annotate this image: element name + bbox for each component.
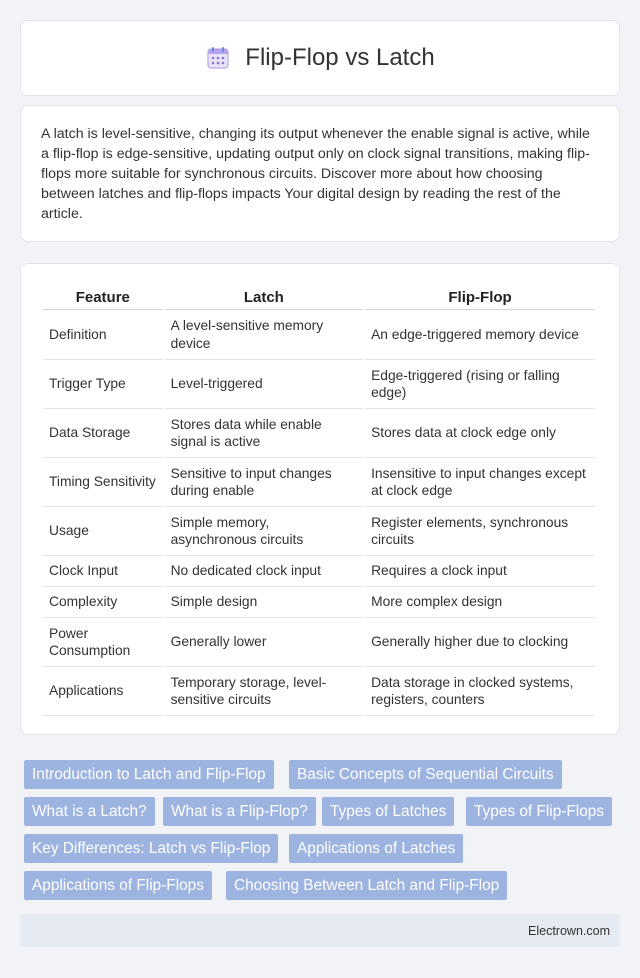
table-row	[43, 618, 595, 667]
tag-types-of-latches[interactable]: Types of Latches	[322, 797, 454, 826]
column-header-feature: Feature	[43, 286, 163, 310]
feature-cell: Trigger Type	[43, 360, 163, 409]
feature-cell: Data Storage	[43, 409, 163, 458]
flip-flop-cell: Generally higher due to clocking	[365, 618, 595, 667]
table-row	[43, 556, 595, 587]
latch-cell: Sensitive to input changes during enable	[165, 458, 363, 507]
table-header-row	[43, 286, 595, 310]
latch-cell: Temporary storage, level-sensitive circuits	[165, 667, 363, 716]
feature-cell: Usage	[43, 507, 163, 556]
intro-text: A latch is level-sensitive, changing its output whenever the enable signal is active, while a flip-flop is edge-sensitive, updating output only on clock signal transitions, making flip-flops more suitable for synchronous circuits. Discover more about how choosing between latches and flip-flops impacts Your digital design by reading the rest of the article.	[41, 126, 590, 222]
table-row	[43, 587, 595, 618]
feature-cell: Timing Sensitivity	[43, 458, 163, 507]
feature-cell: Complexity	[43, 587, 163, 618]
flip-flop-cell: More complex design	[365, 587, 595, 618]
latch-cell: No dedicated clock input	[165, 556, 363, 587]
feature-cell: Clock Input	[43, 556, 163, 587]
flip-flop-cell: An edge-triggered memory device	[365, 310, 595, 360]
latch-cell: Simple design	[165, 587, 363, 618]
table-row	[43, 409, 595, 458]
tag-introduction[interactable]: Introduction to Latch and Flip-Flop	[24, 760, 274, 789]
page-title: Flip-Flop vs Latch	[245, 44, 435, 71]
tag-what-is-flip-flop[interactable]: What is a Flip-Flop?	[163, 797, 316, 826]
flip-flop-cell: Stores data at clock edge only	[365, 409, 595, 458]
latch-cell: Simple memory, asynchronous circuits	[165, 507, 363, 556]
comparison-table-card	[20, 263, 620, 735]
flip-flop-cell: Insensitive to input changes except at clock edge	[365, 458, 595, 507]
flip-flop-cell: Register elements, synchronous circuits	[365, 507, 595, 556]
tag-choosing-between[interactable]: Choosing Between Latch and Flip-Flop	[226, 871, 507, 900]
tag-types-of-flip-flops[interactable]: Types of Flip-Flops	[466, 797, 612, 826]
feature-cell: Applications	[43, 667, 163, 716]
calendar-icon	[205, 45, 231, 71]
flip-flop-cell: Data storage in clocked systems, registers, counters	[365, 667, 595, 716]
tag-what-is-latch[interactable]: What is a Latch?	[24, 797, 155, 826]
footer	[20, 914, 620, 947]
table-row	[43, 507, 595, 556]
intro-card	[20, 105, 620, 242]
latch-cell: Generally lower	[165, 618, 363, 667]
feature-cell: Definition	[43, 310, 163, 360]
table-row	[43, 360, 595, 409]
tag-basic-concepts[interactable]: Basic Concepts of Sequential Circuits	[289, 760, 562, 789]
tag-applications-flip-flops[interactable]: Applications of Flip-Flops	[24, 871, 212, 900]
table-row	[43, 667, 595, 716]
latch-cell: A level-sensitive memory device	[165, 310, 363, 360]
latch-cell: Stores data while enable signal is active	[165, 409, 363, 458]
flip-flop-cell: Edge-triggered (rising or falling edge)	[365, 360, 595, 409]
column-header-flip-flop: Flip-Flop	[365, 286, 595, 310]
column-header-latch: Latch	[165, 286, 363, 310]
feature-cell: Power Consumption	[43, 618, 163, 667]
latch-cell: Level-triggered	[165, 360, 363, 409]
tag-key-differences[interactable]: Key Differences: Latch vs Flip-Flop	[24, 834, 278, 863]
header-card	[20, 20, 620, 96]
footer-site-name[interactable]: Electrown.com	[528, 923, 610, 938]
comparison-table	[41, 286, 597, 716]
tag-applications-latches[interactable]: Applications of Latches	[289, 834, 463, 863]
flip-flop-cell: Requires a clock input	[365, 556, 595, 587]
table-row	[43, 310, 595, 360]
table-row	[43, 458, 595, 507]
